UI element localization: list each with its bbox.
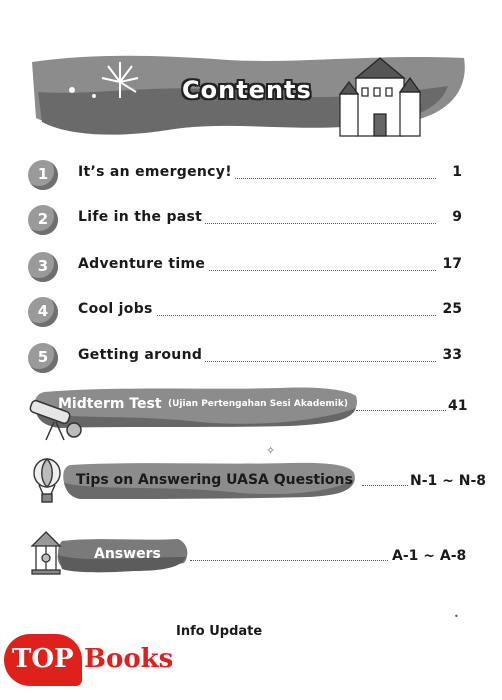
toc-row[interactable] bbox=[26, 343, 466, 371]
page-number: 9 bbox=[449, 209, 462, 225]
chapter-number: 2 bbox=[37, 210, 49, 228]
midterm-subtitle: (Ujian Pertengahan Sesi Akademik) bbox=[168, 399, 348, 409]
page-number: 1 bbox=[449, 164, 462, 180]
hot-air-balloon-icon bbox=[30, 458, 64, 504]
topbooks-logo-text: Books bbox=[84, 644, 174, 674]
topbooks-logo: TOP bbox=[4, 634, 82, 686]
answers-title[interactable]: Answers bbox=[94, 546, 161, 562]
chapter-badge bbox=[28, 160, 58, 190]
leader-dots bbox=[356, 410, 446, 411]
toc-row[interactable] bbox=[26, 205, 466, 233]
chapter-number: 1 bbox=[37, 165, 49, 183]
chapter-title: Adventure time bbox=[78, 256, 208, 272]
chapter-badge bbox=[28, 297, 58, 327]
toc-row[interactable] bbox=[26, 252, 466, 280]
tips-title[interactable]: Tips on Answering UASA Questions bbox=[76, 472, 353, 488]
page-title: Contents bbox=[182, 76, 312, 104]
chapter-title: Life in the past bbox=[78, 209, 205, 225]
toc-row[interactable] bbox=[26, 160, 466, 188]
info-update-label: Info Update bbox=[176, 624, 263, 639]
leader-dots bbox=[362, 485, 408, 486]
answers-page: A-1 ~ A-8 bbox=[392, 548, 467, 564]
tips-page: N-1 ~ N-8 bbox=[410, 473, 487, 489]
midterm-title[interactable]: Midterm Test bbox=[58, 396, 162, 412]
chapter-badge bbox=[28, 205, 58, 235]
leader-dots bbox=[190, 560, 388, 561]
chapter-title: Getting around bbox=[78, 347, 205, 363]
chapter-badge bbox=[28, 252, 58, 282]
chapter-number: 5 bbox=[37, 348, 49, 366]
chapter-number: 3 bbox=[37, 257, 49, 275]
speck-icon: ✧ bbox=[266, 444, 276, 457]
page-number: 25 bbox=[440, 301, 462, 317]
chapter-title: It’s an emergency! bbox=[78, 164, 235, 180]
page-number: 33 bbox=[440, 347, 462, 363]
chapter-badge bbox=[28, 343, 58, 373]
chapter-number: 4 bbox=[37, 302, 49, 320]
midterm-page: 41 bbox=[448, 398, 468, 414]
carousel-icon bbox=[28, 530, 64, 580]
page-number: 17 bbox=[440, 256, 462, 272]
chapter-title: Cool jobs bbox=[78, 301, 156, 317]
speck-icon: • bbox=[454, 612, 459, 621]
toc-row[interactable] bbox=[26, 297, 466, 325]
